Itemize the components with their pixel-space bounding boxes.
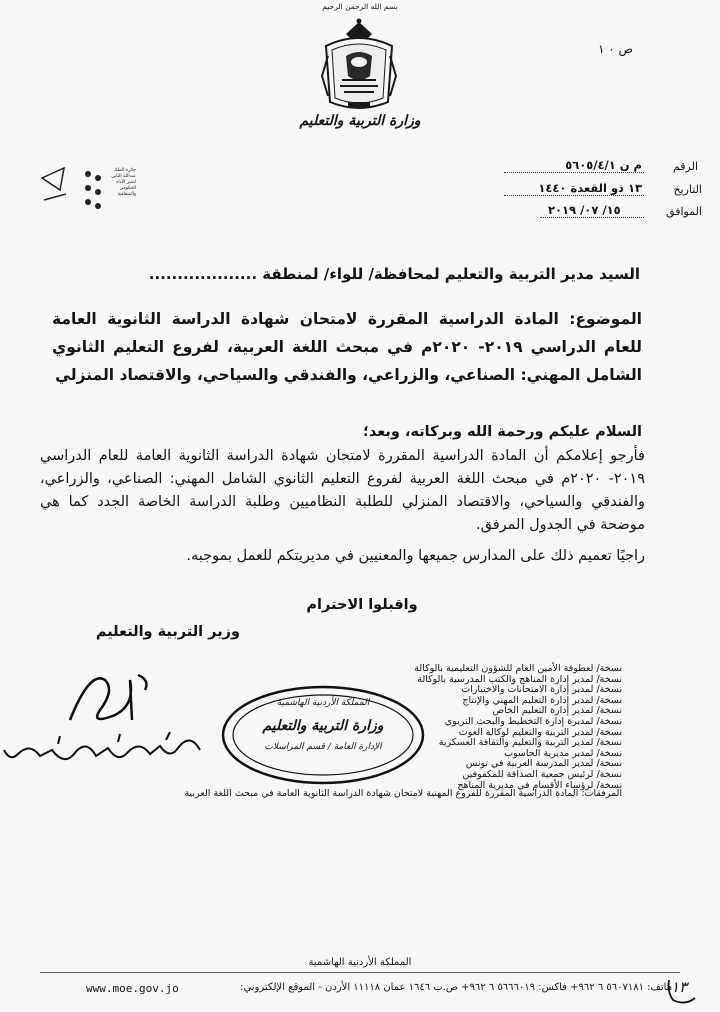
ministry-name: وزارة التربية والتعليم xyxy=(299,113,421,129)
signature-name xyxy=(0,720,210,775)
ref-label: الرقم xyxy=(672,160,698,173)
copy-item: نسخة/ لمدير إدارة التعليم الخاص xyxy=(492,705,622,717)
request-line: راجيًا تعميم ذلك على المدارس جميعها والمعنيين في مديريتكم للعمل بموجبه. xyxy=(186,548,645,564)
award-badge xyxy=(38,160,136,226)
ref-dotted-line xyxy=(504,172,644,173)
copy-item: نسخة/ لمديرة إدارة التخطيط والبحث التربوي xyxy=(444,715,622,727)
copy-item: نسخة/ لعطوفة الأمين العام للشؤون التعليمية بالوكالة xyxy=(414,663,622,674)
stamp-line-2: وزارة التربية والتعليم xyxy=(262,718,384,734)
page-number-text: ١٣ xyxy=(671,978,688,996)
corresponding-dotted-line xyxy=(540,217,644,218)
copy-item: نسخة/ لمدير إدارة الامتحانات والاختبارات xyxy=(461,684,622,696)
footer-website-link[interactable]: www.moe.gov.jo xyxy=(86,982,179,995)
stamp-line-1: المملكة الأردنية الهاشمية xyxy=(276,698,370,708)
copy-item: نسخة/ لرؤساء الأقسام في مديرية المناهج xyxy=(457,779,622,791)
gregorian-date: ١٥/ ٠٧/ ٢٠١٩ xyxy=(548,203,621,217)
footer-country: المملكة الأردنية الهاشمية xyxy=(308,957,412,968)
copy-item: نسخة/ لمدير مديرية الحاسوب xyxy=(504,747,622,759)
footer-divider xyxy=(40,972,680,973)
page-number xyxy=(665,972,699,1006)
ref-value: م ن ٥٦٠٥/٤/١ xyxy=(565,158,642,172)
date-dotted-line xyxy=(504,195,644,196)
copies-list xyxy=(322,664,622,791)
body-paragraph: فأرجو إعلامكم أن المادة الدراسية المقررة لامتحان شهادة الدراسة الثانوية العامة للعام الدراسي ٢٠١٩- ٢٠٢٠م في مبحث اللغة العربية لفروع التعليم الثانوي الشامل المهني: الصناعي، والزراعي، والفندقي والسياحي، والاقتصاد المنزلي للطلبة النظاميين وطلبة الدراسة الخاصة الجدد كما هي موضحة في الجدول المرفق. xyxy=(40,448,645,533)
copy-item: نسخة/ لمدير إدارة المناهج والكتب المدرسية بالوكالة xyxy=(417,673,622,685)
copy-item: نسخة/ لرئيس جمعية الصداقة للمكفوفين xyxy=(462,768,622,780)
copy-item: نسخة/ لمدير التربية والتعليم لوكالة الغوث xyxy=(458,726,622,738)
hijri-date: ١٣ ذو القعدة ١٤٤٠ xyxy=(538,181,642,195)
closing-line: واقبلوا الاحترام xyxy=(306,597,418,613)
addressee-line: السيد مدير التربية والتعليم لمحافظة/ للواء/ لمنطقة ................... xyxy=(148,265,640,283)
copy-item: نسخة/ لمدير إدارة التعليم المهني والإنتاج xyxy=(462,694,622,706)
basmala: بسم الله الرحمن الرحيم xyxy=(322,2,398,11)
copy-item: نسخة/ لمدير التربية والتعليم والثقافة العسكرية xyxy=(438,737,622,749)
coat-of-arms-emblem xyxy=(318,16,400,116)
greeting-line: السلام عليكم ورحمة الله وبركاته، وبعد؛ xyxy=(363,424,642,440)
subject-paragraph: الموضوع: المادة الدراسية المقررة لامتحان شهادة الدراسة الثانوية العامة للعام الدراسي ٢٠١٩- ٢٠٢٠م في مبحث اللغة العربية، لفروع التعليم الثانوي الشامل المهني: الصناعي، والزراعي، والفندقي والسياحي، والاقتصاد المنزلي xyxy=(52,310,642,384)
page-code: ص ٠ ١ xyxy=(598,42,634,56)
corresponding-label: الموافق xyxy=(666,205,702,218)
minister-title: وزير التربية والتعليم xyxy=(95,624,240,640)
award-badge-text: جائزة الملك عبدالله الثاني لتميز الأداء الحكومي والشفافية xyxy=(111,168,136,197)
date-label: التاريخ xyxy=(673,183,702,196)
attachments-line: المرفقات: المادة الدراسية المقررة للفروع المهنية لامتحان شهادة الدراسة الثانوية العامة في مبحث اللغة العربية xyxy=(184,788,622,799)
copy-item: نسخة/ لمدير المدرسة العربية في تونس xyxy=(465,758,622,770)
stamp-line-3: الإدارة العامة / قسم المراسلات xyxy=(264,742,382,752)
footer-contact: هاتف: ٥٦٠٧١٨١ ٦ ٩٦٢+ فاكس: ٥٦٦٦٠١٩ ٦ ٩٦٢+ ص.ب ١٦٤٦ عمان ١١١١٨ الأردن - الموقع الإلكتروني: xyxy=(240,982,672,993)
